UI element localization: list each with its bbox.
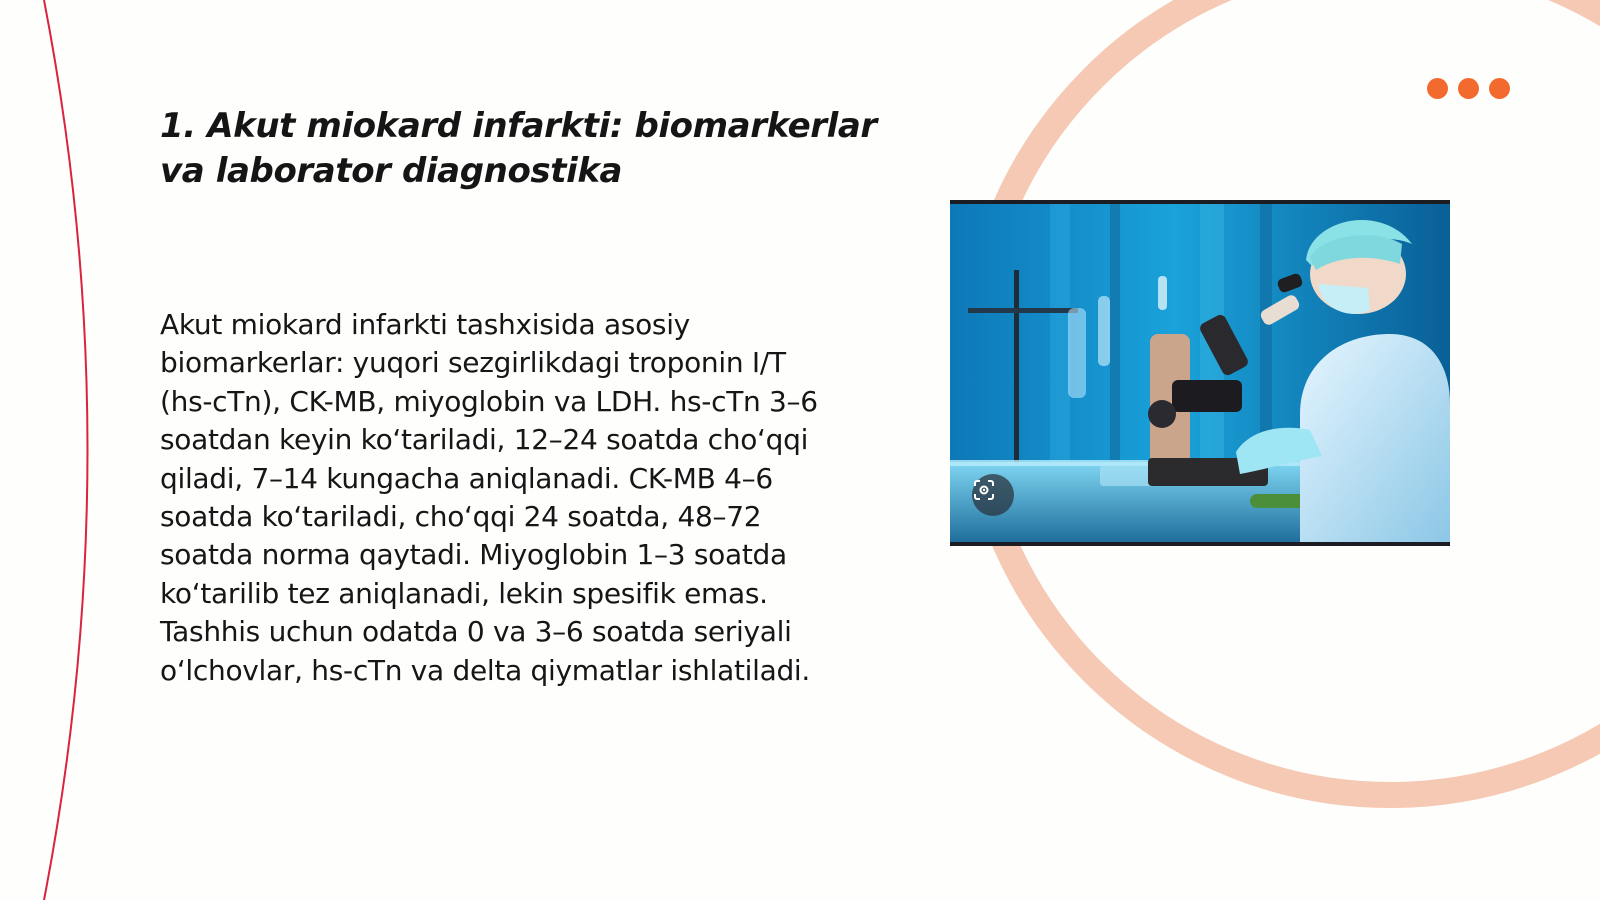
slide-body-text: Akut miokard infarkti tashxisida asosiy biomarkerlar: yuqori sezgirlikdagi troponin I/T (hs-cTn), CK-MB, miyoglobin va LDH. hs-cTn 3–6 soatdan keyin ko‘tariladi, 12–24 soatda cho‘qqi qiladi, 7–14 kungacha aniqlanadi. CK-MB 4–6 soatda ko‘tariladi, cho‘qqi 24 soatda, 48–72 soatda norma qaytadi. Miyoglobin 1–3 soatda ko‘tarilib tez aniqlanadi, lekin spesifik emas. Tashhis uchun odatda 0 va 3–6 soatda seriyali o‘lchovlar, hs-cTn va delta qiymatlar ishlatiladi. [160,308,818,687]
left-accent-line [44,0,88,900]
lab-photo [950,200,1450,546]
lens-search-icon[interactable] [972,474,1014,516]
dot-icon [1458,78,1479,99]
lab-scene-illustration [950,204,1450,542]
dot-icon [1427,78,1448,99]
dot-icon [1489,78,1510,99]
slide-title: 1. Akut miokard infarkti: biomarkerlar va laborator diagnostika [160,106,877,191]
more-options-dots[interactable] [1427,78,1510,99]
